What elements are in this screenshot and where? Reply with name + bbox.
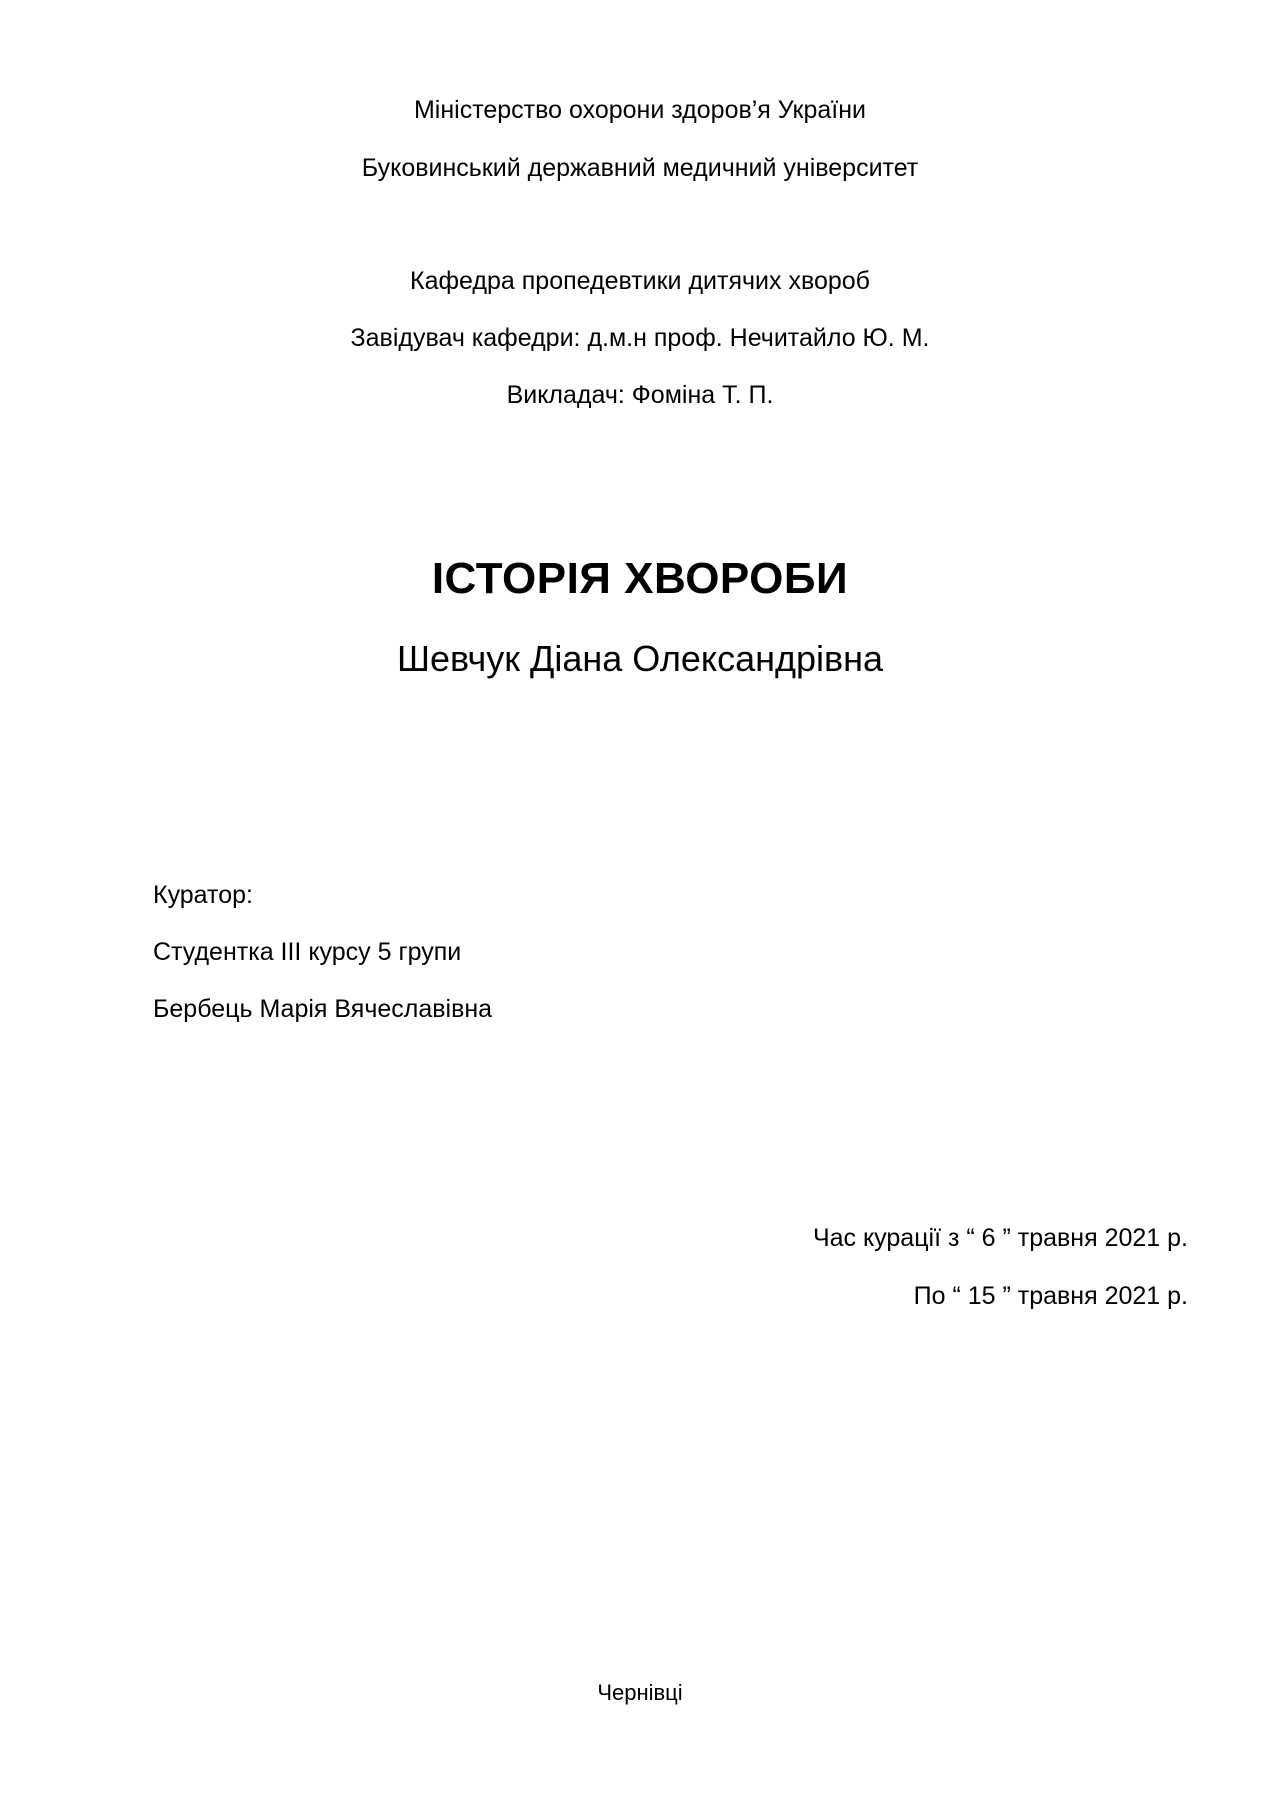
curation-period-to: По “ 15 ” травня 2021 р. [913,1282,1188,1310]
document-title: ІСТОРІЯ ХВОРОБИ [431,554,849,603]
city-footer: Чернівці [597,1680,683,1705]
student-info: Студентка ІІІ курсу 5 групи [153,938,462,966]
ministry-line: Міністерство охорони здоров’я України [413,96,867,124]
department-line: Кафедра пропедевтики дитячих хвороб [410,267,870,295]
patient-name: Шевчук Діана Олександрівна [396,638,884,679]
university-line: Буковинський державний медичний університет [361,154,919,182]
teacher-line: Викладач: Фоміна Т. П. [506,381,774,409]
curation-period-from: Час курації з “ 6 ” травня 2021 р. [812,1224,1188,1252]
student-name: Бербець Марія Вячеславівна [153,995,493,1023]
curator-label: Куратор: [153,881,253,909]
head-of-department-line: Завідувач кафедри: д.м.н проф. Нечитайло Ю. М. [350,324,930,352]
